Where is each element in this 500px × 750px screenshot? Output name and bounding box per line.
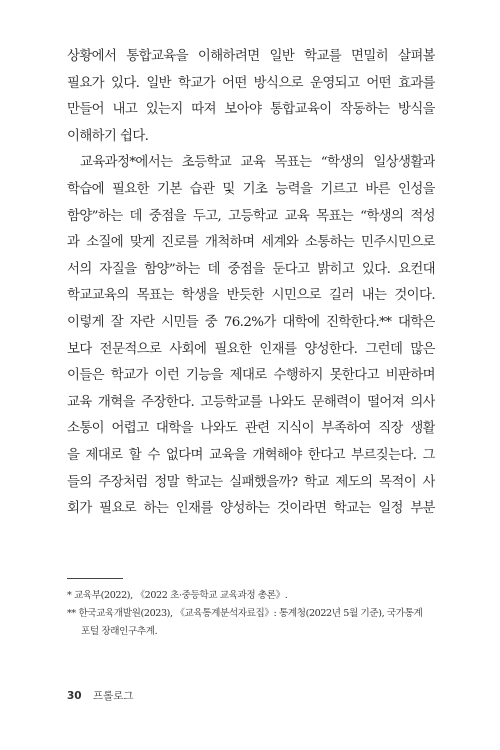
page-folio [67, 688, 134, 703]
body-line: 을 제대로 할 수 없다며 교육을 개혁해야 한다고 부르짖는다. 그 [67, 447, 435, 463]
body-line: 학습에 필요한 기본 습관 및 기초 능력을 기르고 바른 인성을 [67, 181, 435, 197]
body-line: 교육 개혁을 주장한다. 고등학교를 나와도 문해력이 떨어져 의사 [67, 394, 435, 410]
body-line: 회가 필요로 하는 인재를 양성하는 것이라면 학교는 일정 부분 [67, 501, 435, 517]
body-line: 서의 자질을 함양”하는 데 중점을 둔다고 밝히고 있다. 요컨대 [67, 261, 435, 277]
footnote-2-continued: 포털 장래인구추계. [81, 626, 158, 637]
body-line: 소통이 어렵고 대학을 나와도 관련 지식이 부족하여 직장 생활 [67, 421, 435, 437]
footnote-divider [67, 578, 123, 579]
body-line: 함양”하는 데 중점을 두고, 고등학교 교육 목표는 “학생의 적성 [67, 208, 435, 224]
body-line: 필요가 있다. 일반 학교가 어떤 방식으로 운영되고 어떤 효과를 [67, 75, 435, 91]
section-title: 프롤로그 [92, 690, 134, 702]
body-line: 보다 전문적으로 사회에 필요한 인재를 양성한다. 그런데 많은 [67, 341, 435, 357]
body-line: 이들은 학교가 이런 기능을 제대로 수행하지 못한다고 비판하며 [67, 368, 435, 384]
body-line: 이렇게 잘 자란 시민들 중 76.2%가 대학에 진학한다.** 대학은 [67, 314, 435, 330]
body-line: 교육과정*에서는 초등학교 교육 목표는 “학생의 일상생활과 [80, 155, 435, 171]
body-line: 만들어 내고 있는지 따져 보아야 통합교육이 작동하는 방식을 [67, 102, 435, 118]
footnotes [67, 587, 435, 641]
body-line: 과 소질에 맞게 진로를 개척하며 세계와 소통하는 민주시민으로 [67, 235, 435, 251]
footnote-2: ** 한국교육개발원(2023), 《교육통계분석자료집》: 통계청(2022년 5월 기준), 국가통계 [67, 608, 423, 619]
footnote-1: * 교육부(2022), 《2022 초·중등학교 교육과정 총론》. [67, 590, 288, 601]
body-line: 상황에서 통합교육을 이해하려면 일반 학교를 면밀히 살펴볼 [67, 49, 435, 64]
body-line: 이해하기 쉽다. [67, 128, 149, 144]
body-text [67, 44, 435, 523]
page-number: 30 [67, 690, 82, 702]
body-line: 학교교육의 목표는 학생을 반듯한 시민으로 길러 내는 것이다. [67, 288, 435, 304]
body-line: 들의 주장처럼 정말 학교는 실패했을까? 학교 제도의 목적이 사 [67, 474, 435, 490]
